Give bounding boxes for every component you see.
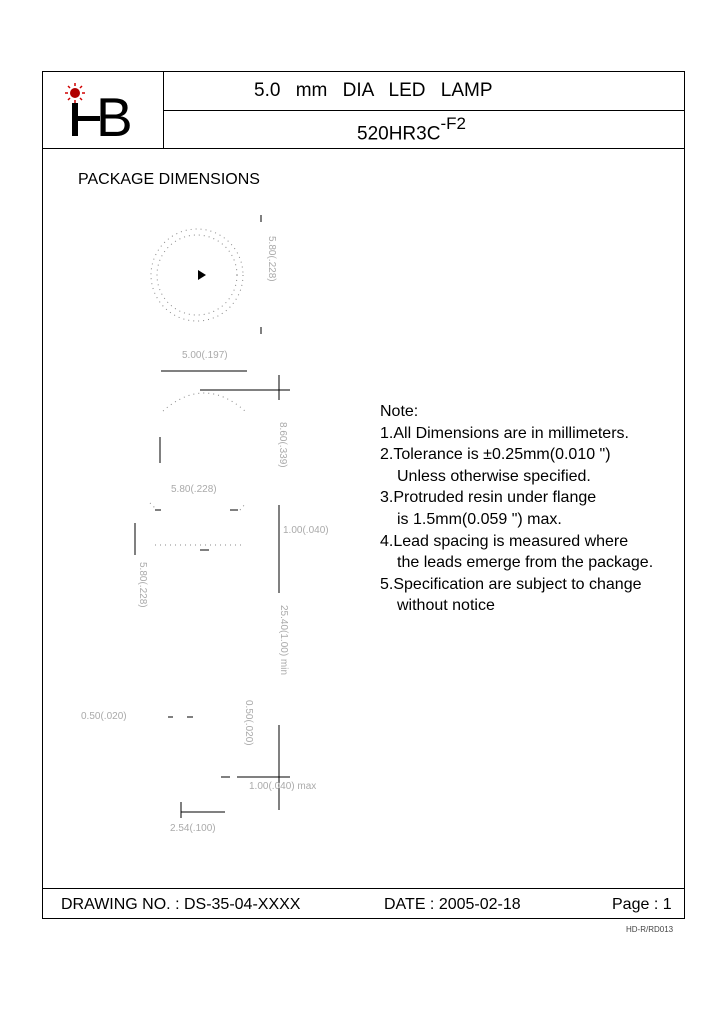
note-line: 1.All Dimensions are in millimeters. xyxy=(380,424,629,442)
dim-resin-max: 1.00(.040) max xyxy=(249,781,317,792)
note-line: is 1.5mm(0.059 ") max. xyxy=(397,510,562,528)
note-line: 3.Protruded resin under flange xyxy=(380,489,597,507)
dim-body-height: 8.60(.339) xyxy=(277,422,288,468)
document-title: 5.0 mm DIA LED LAMP xyxy=(254,80,493,101)
note-line: 4.Lead spacing is measured where xyxy=(380,532,629,550)
dim-top-diameter: 5.80(.228) xyxy=(266,236,277,282)
note-line: Unless otherwise specified. xyxy=(397,467,591,485)
notes-block xyxy=(380,401,653,617)
note-line: without notice xyxy=(397,597,495,615)
dim-lead-width: 0.50(.020) xyxy=(81,711,127,722)
top-view-inner-circle xyxy=(157,235,237,315)
dim-flange-diameter: 5.80(.228) xyxy=(171,484,217,495)
form-code: HD-R/RD013 xyxy=(626,925,674,934)
dim-lead-spacing: 2.54(.100) xyxy=(170,823,216,834)
model-base: 520HR3C xyxy=(357,123,441,145)
drawing-date: DATE : 2005-02-18 xyxy=(384,896,521,913)
page-number: Page : 1 xyxy=(612,896,672,913)
drawing-number: DRAWING NO. : DS-35-04-XXXX xyxy=(61,896,301,913)
dim-left-length: 5.80(.228) xyxy=(137,562,148,608)
cathode-mark xyxy=(198,270,206,280)
dim-body-diameter: 5.00(.197) xyxy=(182,350,228,361)
note-line: 5.Specification are subject to change xyxy=(380,575,642,593)
note-line: the leads emerge from the package. xyxy=(397,554,654,572)
dim-lead-length: 25.40(1.00) min xyxy=(278,605,289,676)
top-view-outer-circle xyxy=(151,229,243,321)
note-line: 2.Tolerance is ±0.25mm(0.010 ") xyxy=(380,446,611,464)
section-title: PACKAGE DIMENSIONS xyxy=(78,171,260,188)
lens-dome xyxy=(163,393,245,411)
model-suffix: -F2 xyxy=(440,114,466,133)
svg-text:B: B xyxy=(96,86,133,140)
dim-lead-square: 0.50(.020) xyxy=(243,700,254,746)
notes-heading: Note: xyxy=(380,403,419,420)
dim-flange-height: 1.00(.040) xyxy=(283,525,329,536)
